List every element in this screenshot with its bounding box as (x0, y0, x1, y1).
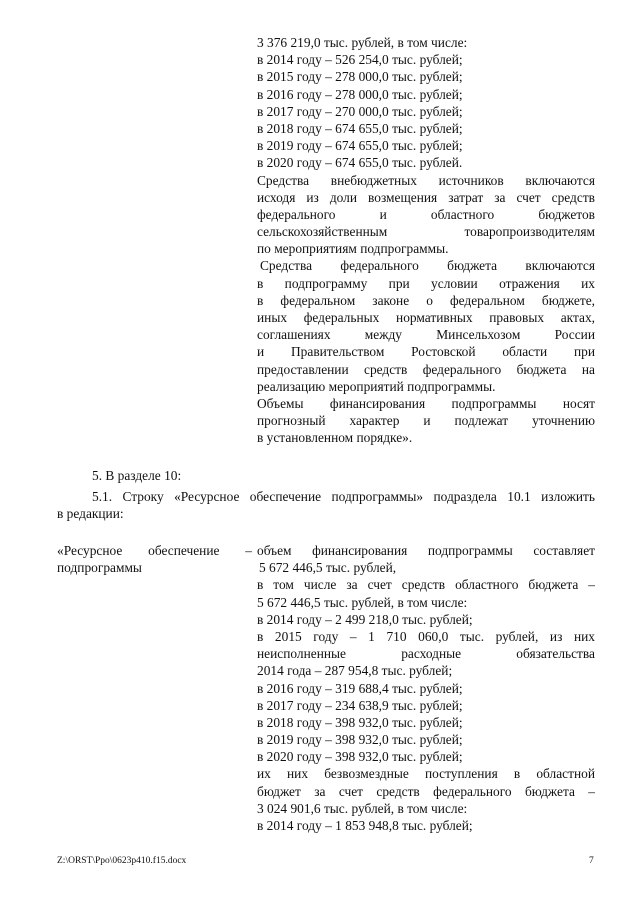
text-line: в 2014 году – 526 254,0 тыс. рублей; (257, 52, 463, 68)
text-line: в 2018 году – 398 932,0 тыс. рублей; (257, 714, 463, 730)
paragraph-line: Средства внебюджетных источников включаются (257, 172, 595, 188)
paragraph-line: иных федеральных нормативных правовых актах, (257, 310, 595, 325)
text-line: в 2015 году – 278 000,0 тыс. рублей; (257, 69, 463, 85)
text-line: 5 672 446,5 тыс. рублей, (259, 560, 397, 576)
section-subheading-cont: в редакции: (57, 506, 124, 521)
text-line: в 2017 году – 270 000,0 тыс. рублей; (257, 103, 463, 119)
top-financing-block (257, 34, 595, 447)
paragraph-line: по мероприятиям подпрограммы. (257, 241, 449, 257)
paragraph-line: в установленном порядке». (257, 430, 413, 446)
paragraph-line: соглашениях между Минсельхозом России (257, 327, 595, 343)
paragraph-line: сельскохозяйственным товаропроизводителям (257, 224, 595, 240)
paragraph-line: федерального и областного бюджетов (257, 206, 595, 222)
paragraph-line: прогнозный характер и подлежат уточнению (257, 413, 595, 429)
text-line: объем финансирования подпрограммы составляет (257, 543, 595, 558)
text-line: в 2014 году – 2 499 218,0 тыс. рублей; (257, 611, 473, 627)
paragraph-line: и Правительством Ростовской области при (257, 344, 595, 360)
paragraph-line: исходя из доли возмещения затрат за счет средств (257, 189, 595, 205)
page-number: 7 (589, 856, 594, 866)
paragraph-line: в федеральном законе о федеральном бюджете, (257, 292, 595, 308)
text-line: 5 672 446,5 тыс. рублей, в том числе: (257, 594, 468, 610)
text-line: в 2016 году – 319 688,4 тыс. рублей; (257, 680, 463, 696)
text-line: их них безвозмездные поступления в областной (257, 766, 595, 782)
row-label: «Ресурсное обеспечение – (57, 543, 252, 558)
text-line: в 2016 году – 278 000,0 тыс. рублей; (257, 86, 463, 102)
paragraph-line: в подпрограмму при условии отражения их (257, 275, 595, 291)
text-line: в 2017 году – 234 638,9 тыс. рублей; (257, 697, 463, 713)
paragraph-line: Средства федерального бюджета включаются (260, 258, 595, 274)
text-line: 3 376 219,0 тыс. рублей, в том числе: (257, 35, 468, 50)
paragraph-line: реализацию мероприятий подпрограммы. (257, 378, 496, 394)
text-line: бюджет за счет средств федерального бюджета – (257, 783, 595, 799)
text-line: в 2015 году – 1 710 060,0 тыс. рублей, из них (257, 628, 595, 644)
text-line: 2014 года – 287 954,8 тыс. рублей; (257, 663, 453, 679)
section-subheading: 5.1. Строку «Ресурсное обеспечение подпрограммы» подраздела 10.1 изложить (92, 489, 595, 504)
section-heading: 5. В разделе 10: (92, 468, 182, 483)
text-line: в 2018 году – 674 655,0 тыс. рублей; (257, 120, 463, 136)
row-financing-block (257, 542, 595, 834)
text-line: в 2020 году – 674 655,0 тыс. рублей. (257, 155, 463, 171)
text-line: неисполненные расходные обязательства (257, 646, 595, 662)
text-line: 3 024 901,6 тыс. рублей, в том числе: (257, 800, 468, 816)
row-label-cont: подпрограммы (57, 560, 142, 575)
footer-file-path: Z:\ORST\Ppo\0623p410.f15.docx (57, 856, 187, 866)
text-line: в 2014 году – 1 853 948,8 тыс. рублей; (257, 818, 473, 833)
text-line: в 2019 году – 398 932,0 тыс. рублей; (257, 732, 463, 748)
paragraph-line: Объемы финансирования подпрограммы носят (257, 395, 595, 411)
text-line: в 2020 году – 398 932,0 тыс. рублей; (257, 749, 463, 765)
text-line: в 2019 году – 674 655,0 тыс. рублей; (257, 138, 463, 154)
paragraph-line: предоставлении средств федерального бюджета на (257, 361, 595, 377)
text-line: в том числе за счет средств областного бюджета – (257, 577, 595, 593)
